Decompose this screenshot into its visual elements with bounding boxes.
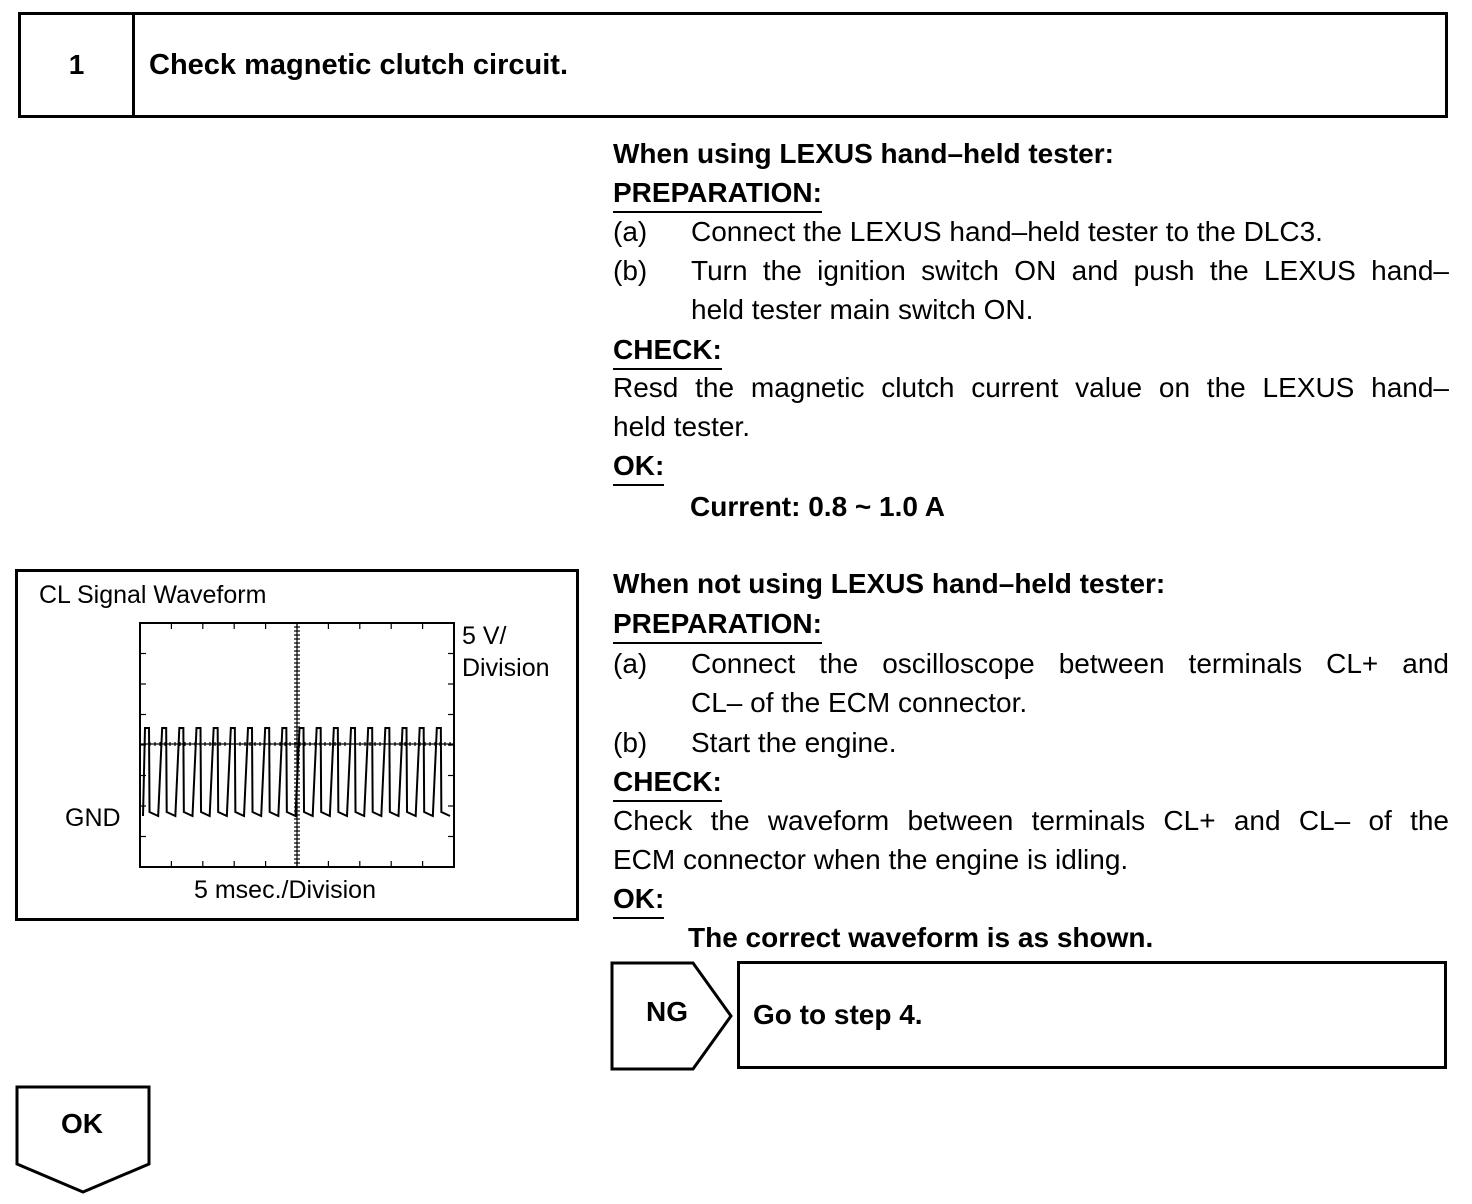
section1-preparation-label: PREPARATION: [613, 173, 822, 213]
section2-ok-label: OK: [613, 879, 664, 919]
section2-item-a [613, 644, 1449, 722]
ng-action-box [737, 961, 1447, 1069]
section1-ok-label: OK: [613, 446, 664, 486]
ok-label: OK [61, 1108, 103, 1139]
section2-ok-value: The correct waveform is as shown. [688, 922, 1154, 953]
section2-check-text: Check the waveform between terminals CL+ and CL– of the [613, 805, 1449, 836]
time-scale-label: 5 msec./Division [194, 876, 376, 904]
ng-label: NG [646, 996, 688, 1027]
ground-label: GND [65, 804, 121, 832]
waveform-title: CL Signal Waveform [39, 581, 267, 609]
item-text: CL– of the ECM connector. [691, 687, 1028, 718]
ok-arrow-shape [14, 1084, 152, 1196]
section1-check-text: held tester. [613, 411, 750, 442]
step-number: 1 [21, 15, 135, 115]
volt-scale-label: 5 V/ [462, 622, 507, 650]
section2-check-label: CHECK: [613, 762, 722, 802]
item-text: Connect the LEXUS hand–held tester to the DLC3. [691, 216, 1323, 247]
item-label: (b) [613, 727, 648, 758]
section1-item-b [613, 251, 1449, 329]
section1-check-label: CHECK: [613, 330, 722, 370]
item-text: Connect the oscilloscope between terminals CL+ and [691, 648, 1449, 679]
volt-scale-label: Division [462, 654, 550, 682]
section2-heading: When not using LEXUS hand–held tester: [613, 568, 1166, 599]
item-label: (a) [613, 648, 648, 679]
section1-check-text: Resd the magnetic clutch current value on the LEXUS hand– [613, 372, 1449, 403]
section1-item-a [613, 212, 1449, 251]
step-header [18, 12, 1448, 118]
item-text: Turn the ignition switch ON and push the LEXUS hand– [691, 255, 1449, 286]
item-label: (a) [613, 216, 648, 247]
section1-heading: When using LEXUS hand–held tester: [613, 138, 1114, 169]
section2-item-b [613, 723, 1449, 762]
step-title: Check magnetic clutch circuit. [149, 48, 569, 81]
section2-preparation-label: PREPARATION: [613, 604, 822, 644]
section1-ok-value: Current: 0.8 ~ 1.0 A [690, 491, 945, 522]
item-text: held tester main switch ON. [691, 294, 1034, 325]
ng-action-text: Go to step 4. [753, 999, 923, 1030]
item-label: (b) [613, 255, 648, 286]
oscilloscope-screen [137, 620, 459, 872]
item-text: Start the engine. [691, 727, 897, 758]
waveform-figure [15, 569, 579, 921]
section2-check-text: ECM connector when the engine is idling. [613, 844, 1129, 875]
